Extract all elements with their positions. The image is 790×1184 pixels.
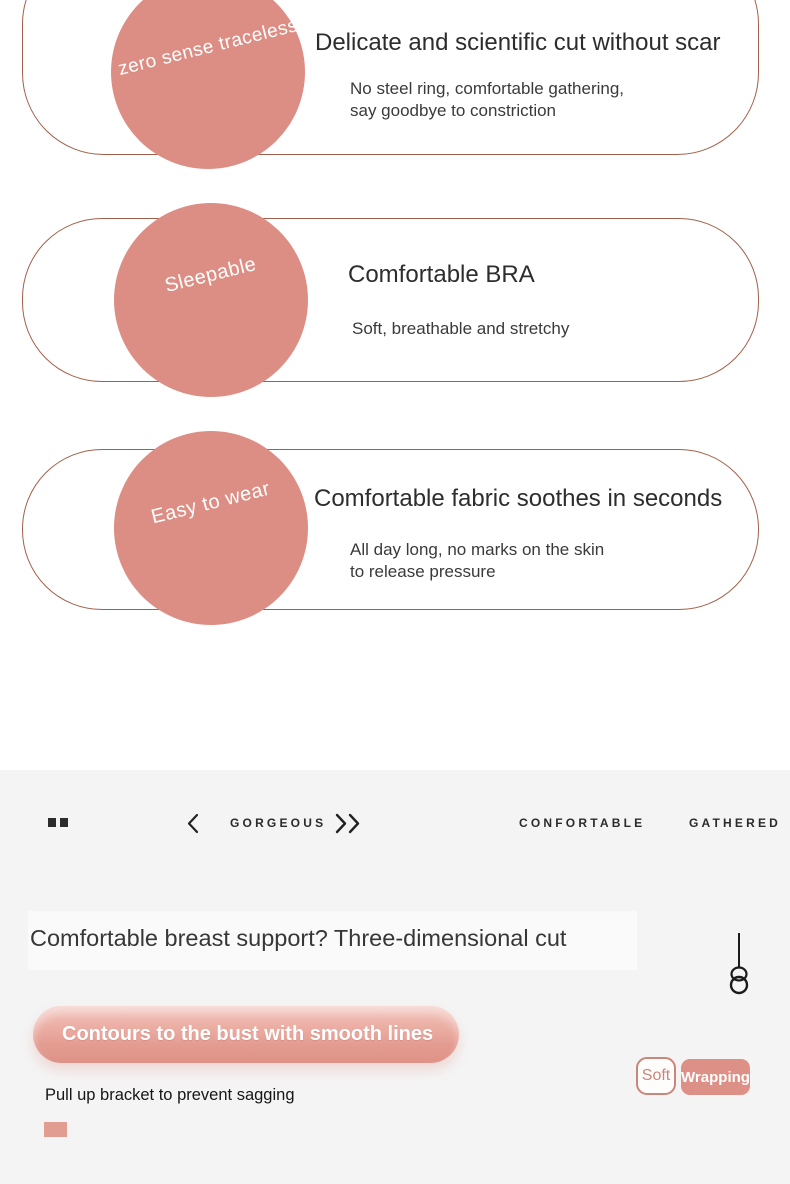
carousel-label-gorgeous[interactable]: GORGEOUS (230, 816, 327, 830)
feature-badge-circle-3 (114, 431, 308, 625)
feature-description-line: Soft, breathable and stretchy (352, 319, 570, 338)
feature-badge-label: zero sense traceless (115, 15, 300, 80)
nav-item-gathered[interactable]: GATHERED (689, 816, 782, 830)
feature-title: Comfortable fabric soothes in seconds (314, 485, 723, 512)
feature-badge-label: Sleepable (162, 252, 259, 297)
hanging-rings-icon (724, 928, 754, 1003)
chevron-left-icon[interactable] (186, 813, 200, 839)
feature-title: Comfortable BRA (348, 261, 535, 288)
detail-note: Pull up bracket to prevent sagging (45, 1086, 295, 1104)
feature-description-line: No steel ring, comfortable gathering, (350, 79, 625, 98)
square-glyph (60, 818, 68, 827)
double-chevron-right-icon[interactable] (334, 813, 364, 839)
tag-wrapping: Wrapping (681, 1059, 750, 1095)
product-detail-panel (0, 770, 790, 1184)
nav-item-confortable[interactable]: CONFORTABLE (519, 816, 646, 830)
feature-description-line: say goodbye to constriction (350, 100, 557, 120)
feature-description-line: All day long, no marks on the skin (350, 540, 605, 559)
tag-soft: Soft (636, 1057, 676, 1095)
squares-icon (48, 818, 68, 827)
color-swatch (44, 1122, 67, 1137)
feature-title: Delicate and scientific cut without scar (315, 29, 721, 56)
detail-heading: Comfortable breast support? Three-dimensional cut (30, 925, 567, 951)
feature-badge-circle-2 (114, 203, 308, 397)
feature-banner-label: Contours to the bust with smooth lines (62, 1023, 434, 1045)
feature-description (350, 539, 604, 582)
feature-badge-label: Easy to wear (149, 477, 273, 528)
feature-description (352, 318, 569, 340)
feature-banner-button[interactable] (33, 1006, 459, 1063)
feature-description (350, 78, 624, 121)
square-glyph (48, 818, 56, 827)
feature-description-line: to release pressure (350, 561, 496, 581)
